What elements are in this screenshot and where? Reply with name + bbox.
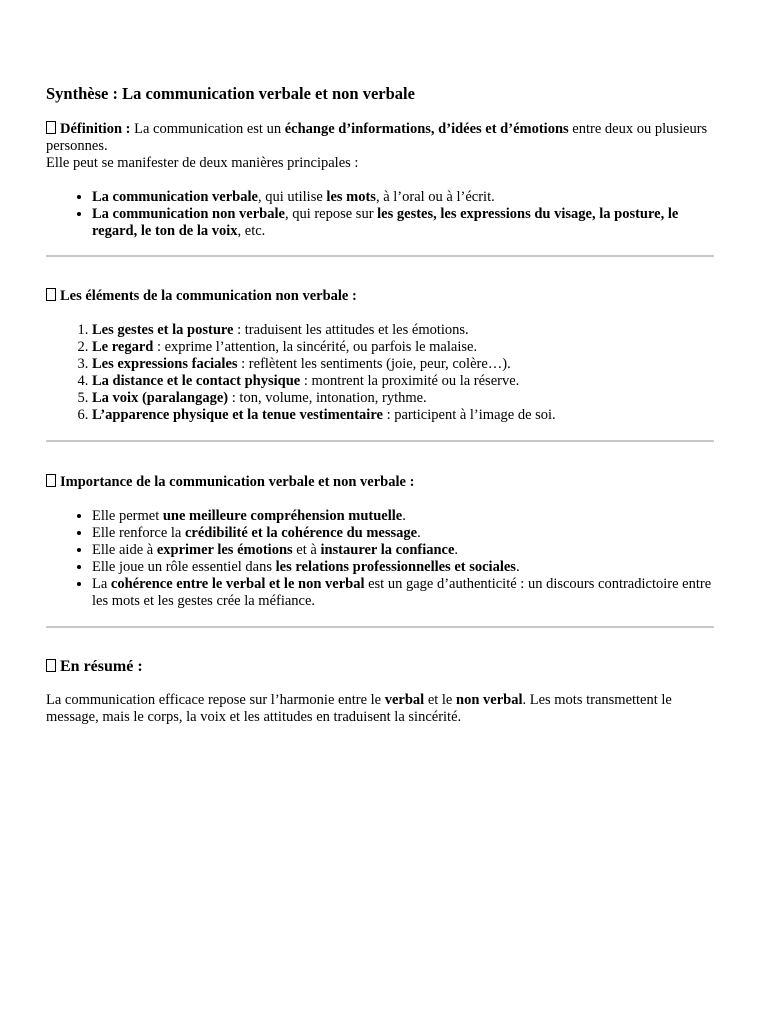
missing-glyph-icon (46, 288, 56, 301)
list-item: • Elle joue un rôle essentiel dans les relations professionnelles et sociales. (92, 559, 714, 576)
definition-line-2: Elle peut se manifester de deux manières principales : (46, 155, 359, 171)
list-item: 6. L’apparence physique et la tenue vestimentaire : participent à l’image de soi. (92, 407, 714, 424)
list-item: • La communication verbale, qui utilise les mots, à l’oral ou à l’écrit. (92, 189, 714, 206)
list-item: 4. La distance et le contact physique : montrent la proximité ou la réserve. (92, 373, 714, 390)
list-item: • Elle permet une meilleure compréhension mutuelle. (92, 508, 714, 525)
definition-paragraph: Définition : La communication est un échange d’informations, d’idées et d’émotions entre deux ou plusieurs personnes. (46, 121, 708, 154)
section-title-resume: En résumé : (46, 657, 714, 677)
divider (46, 626, 714, 628)
importance-list (46, 508, 714, 610)
missing-glyph-icon (46, 659, 56, 672)
list-item: 1. Les gestes et la posture : traduisent les attitudes et les émotions. (92, 322, 714, 339)
list-item: 2. Le regard : exprime l’attention, la sincérité, ou parfois le malaise. (92, 339, 714, 356)
list-item: • La communication non verbale, qui repose sur les gestes, les expressions du visage, la posture, le regard, le ton de la voix, etc. (92, 206, 714, 240)
list-item: 5. La voix (paralangage) : ton, volume, intonation, rythme. (92, 390, 714, 407)
section-title-importance: Importance de la communication verbale et non verbale : (46, 474, 714, 491)
list-item: • Elle renforce la crédibilité et la cohérence du message. (92, 525, 714, 542)
section-title-elements: Les éléments de la communication non verbale : (46, 288, 714, 305)
page-title: Synthèse : La communication verbale et non verbale (46, 84, 415, 103)
resume-paragraph: La communication efficace repose sur l’harmonie entre le verbal et le non verbal. Les mots transmettent le message, mais le corps, la voix et les attitudes en traduisent la sincérité. (46, 692, 672, 725)
document-page (46, 84, 714, 726)
missing-glyph-icon (46, 474, 56, 487)
list-item: • La cohérence entre le verbal et le non verbal est un gage d’authenticité : un discours contradictoire entre les mots et les gestes crée la méfiance. (92, 576, 714, 610)
divider (46, 255, 714, 257)
elements-list (46, 322, 714, 424)
list-item: • Elle aide à exprimer les émotions et à instaurer la confiance. (92, 542, 714, 559)
divider (46, 440, 714, 442)
definition-label: Définition : (60, 121, 131, 137)
missing-glyph-icon (46, 121, 56, 134)
list-item: 3. Les expressions faciales : reflètent les sentiments (joie, peur, colère…). (92, 356, 714, 373)
definition-list (46, 189, 714, 240)
